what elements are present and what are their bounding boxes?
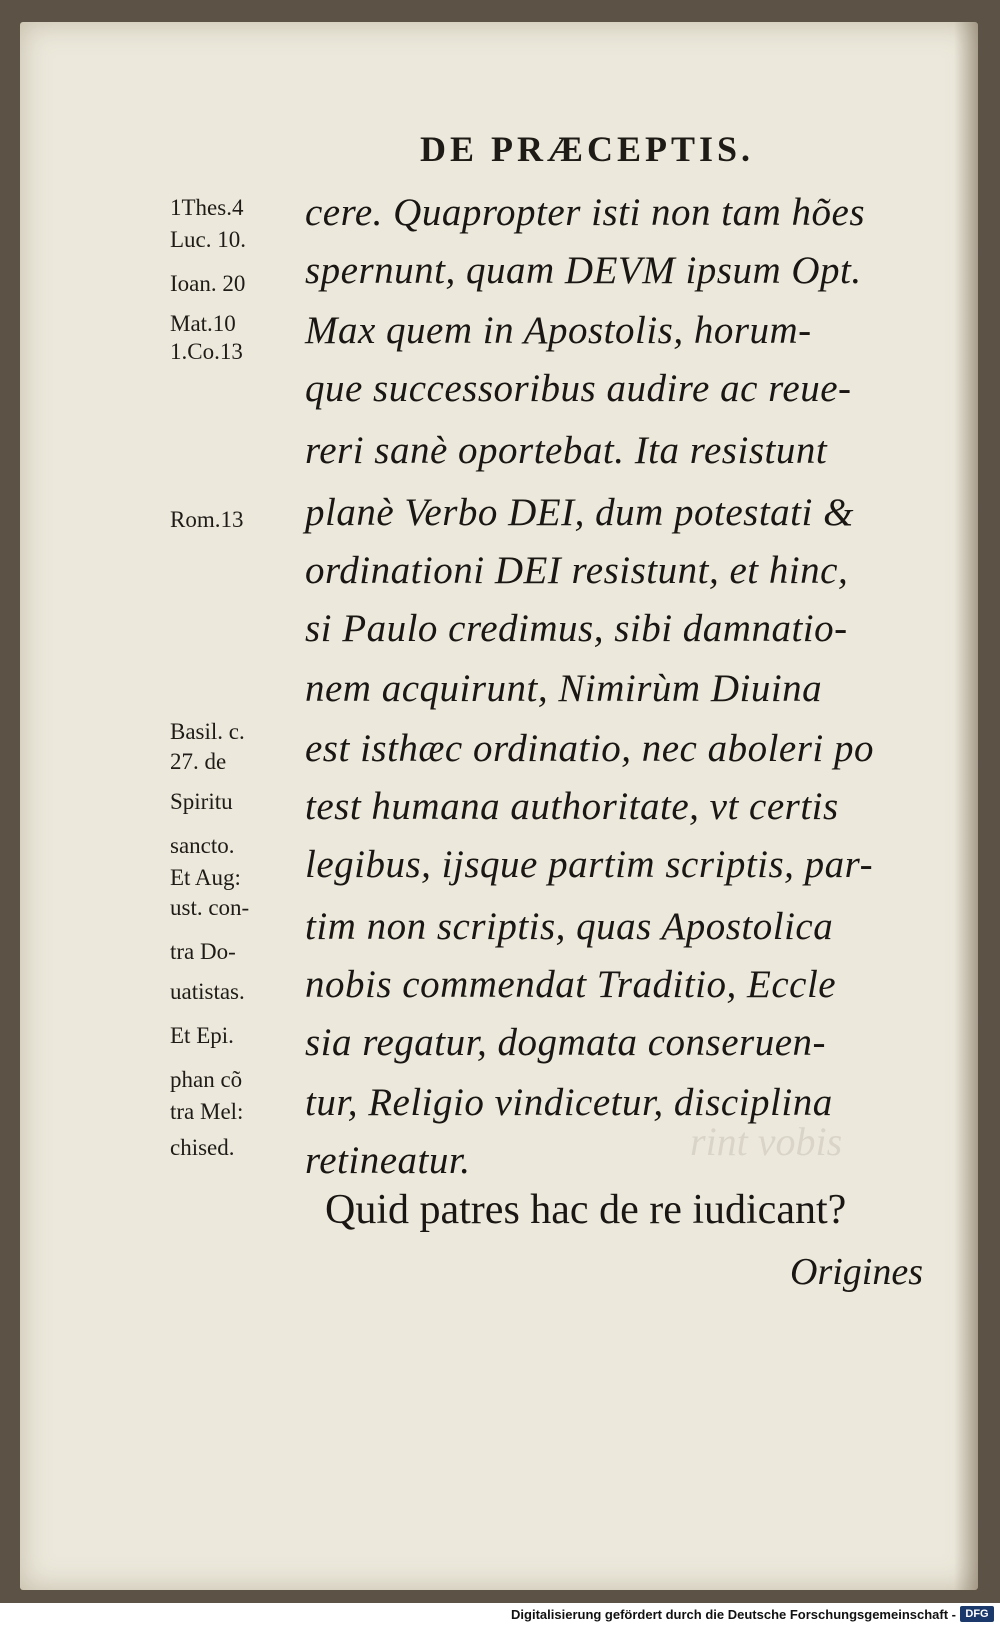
text-line: tim non scriptis, quas Apostolica xyxy=(305,905,834,948)
page-fold-shadow xyxy=(954,22,978,1590)
text-line: ordinationi DEI resistunt, et hinc, xyxy=(305,549,849,592)
text-line: tur, Religio vindicetur, disciplina xyxy=(305,1081,833,1124)
marginal-note: chised. xyxy=(170,1135,235,1160)
dfg-logo: DFG xyxy=(960,1606,994,1622)
marginal-note: Rom.13 xyxy=(170,507,244,532)
marginal-note: Et Aug: xyxy=(170,865,241,890)
marginal-note: 27. de xyxy=(170,749,227,774)
text-line: sia regatur, dogmata conseruen- xyxy=(305,1021,827,1064)
text-line: cere. Quapropter isti non tam hões xyxy=(305,191,866,234)
text-line: nobis commendat Traditio, Eccle xyxy=(305,963,837,1006)
text-line: legibus, ijsque partim scriptis, par- xyxy=(305,843,874,886)
marginal-note: uatistas. xyxy=(170,979,245,1004)
marginal-note: 1Thes.4 xyxy=(170,195,244,220)
digitization-footer xyxy=(0,1603,1000,1627)
text-line: retineatur. xyxy=(305,1139,471,1182)
text-line: test humana authoritate, vt certis xyxy=(305,785,839,828)
marginal-note: sancto. xyxy=(170,833,235,858)
text-line: nem acquirunt, Nimirùm Diuina xyxy=(305,667,823,710)
text-line: est isthæc ordinatio, nec aboleri po xyxy=(305,727,875,770)
marginal-note: Mat.10 xyxy=(170,311,236,336)
running-head: DE PRÆCEPTIS. xyxy=(420,129,755,169)
text-line: si Paulo credimus, sibi damnatio- xyxy=(305,607,848,650)
bleed-through-text: rint vobis xyxy=(690,1119,843,1164)
catchword: Origines xyxy=(790,1251,923,1293)
marginal-note: Basil. c. xyxy=(170,719,245,744)
text-line: planè Verbo DEI, dum potestati & xyxy=(305,491,854,534)
funding-credit: Digitalisierung gefördert durch die Deutsche Forschungsgemeinschaft - xyxy=(511,1607,956,1622)
marginal-note: Spiritu xyxy=(170,789,233,814)
text-line: spernunt, quam DEVM ipsum Opt. xyxy=(305,249,862,292)
marginal-note: Et Epi. xyxy=(170,1023,234,1048)
text-line: reri sanè oportebat. Ita resistunt xyxy=(305,429,828,472)
marginal-note: 1.Co.13 xyxy=(170,339,243,364)
marginal-note: tra Mel: xyxy=(170,1099,244,1124)
marginal-note: tra Do- xyxy=(170,939,236,964)
text-line: que successoribus audire ac reue- xyxy=(305,367,852,410)
section-question: Quid patres hac de re iudicant? xyxy=(325,1187,847,1233)
marginal-note: Luc. 10. xyxy=(170,227,247,252)
marginal-note: phan cõ xyxy=(170,1067,243,1092)
marginal-note: ust. con- xyxy=(170,895,250,920)
text-line: Max quem in Apostolis, horum- xyxy=(305,309,812,352)
marginal-note: Ioan. 20 xyxy=(170,271,246,296)
